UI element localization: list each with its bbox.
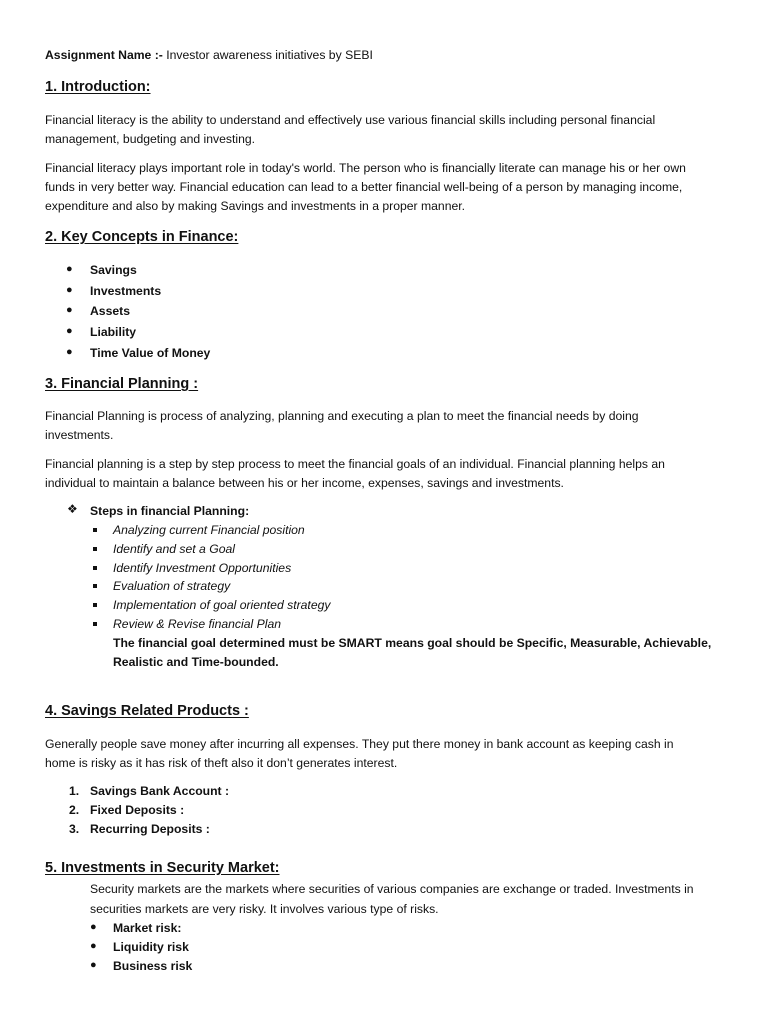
step-item: Identify Investment Opportunities	[113, 561, 292, 575]
step-item: Evaluation of strategy	[113, 579, 231, 593]
bullet-icon: ●	[66, 304, 73, 316]
list-number: 3.	[69, 822, 80, 836]
list-item: Business risk	[113, 959, 193, 973]
list-item: Recurring Deposits :	[90, 822, 210, 836]
step-item: Identify and set a Goal	[113, 542, 235, 556]
steps-heading: Steps in financial Planning:	[90, 504, 250, 518]
square-bullet-icon	[93, 622, 97, 626]
list-item: Liquidity risk	[113, 940, 189, 954]
paragraph-line: investments.	[45, 428, 114, 442]
section-heading-key-concepts: 2. Key Concepts in Finance:	[45, 229, 239, 245]
square-bullet-icon	[93, 566, 97, 570]
bullet-icon: ●	[90, 959, 97, 971]
square-bullet-icon	[93, 528, 97, 532]
bullet-icon: ●	[66, 284, 73, 296]
paragraph-line: Financial literacy plays important role in today's world. The person who is financially literate can manage his or her own	[45, 161, 686, 175]
list-item: Time Value of Money	[90, 346, 211, 360]
paragraph-line: Financial literacy is the ability to understand and effectively use various financial skills including personal financial	[45, 113, 656, 127]
assignment-label: Assignment Name :-	[45, 48, 163, 62]
bullet-icon: ●	[90, 940, 97, 952]
paragraph-line: management, budgeting and investing.	[45, 132, 256, 146]
list-item: Savings Bank Account :	[90, 784, 230, 798]
list-number: 2.	[69, 803, 80, 817]
paragraph-line: securities markets are very risky. It involves various type of risks.	[90, 902, 439, 916]
paragraph-line: home is risky as it has risk of theft also it don’t generates interest.	[45, 756, 398, 770]
section-heading-introduction: 1. Introduction:	[45, 79, 151, 95]
list-item: Investments	[90, 284, 162, 298]
paragraph-line: Financial planning is a step by step process to meet the financial goals of an individual. Financial planning helps an	[45, 457, 665, 471]
step-item: Analyzing current Financial position	[113, 523, 305, 537]
section-heading-financial-planning: 3. Financial Planning :	[45, 376, 199, 392]
smart-note-line: Realistic and Time-bounded.	[113, 655, 279, 669]
paragraph-line: funds in very better way. Financial education can lead to a better financial well-being of a person by managing income,	[45, 180, 683, 194]
square-bullet-icon	[93, 584, 97, 588]
paragraph-line: expenditure and also by making Savings and investments in a proper manner.	[45, 199, 466, 213]
list-number: 1.	[69, 784, 80, 798]
paragraph-line: Security markets are the markets where securities of various companies are exchange or traded. Investments in	[90, 882, 694, 896]
list-item: Savings	[90, 263, 137, 277]
bullet-icon: ●	[66, 263, 73, 275]
paragraph-line: Generally people save money after incurring all expenses. They put there money in bank account as keeping cash in	[45, 737, 674, 751]
step-item: Implementation of goal oriented strategy	[113, 598, 331, 612]
list-item: Fixed Deposits :	[90, 803, 185, 817]
bullet-icon: ●	[66, 325, 73, 337]
section-heading-savings-products: 4. Savings Related Products :	[45, 703, 249, 719]
section-heading-security-market: 5. Investments in Security Market:	[45, 860, 280, 876]
assignment-value: Investor awareness initiatives by SEBI	[166, 48, 373, 62]
paragraph-line: individual to maintain a balance between his or her income, expenses, savings and investments.	[45, 476, 564, 490]
step-item: Review & Revise financial Plan	[113, 617, 281, 631]
square-bullet-icon	[93, 547, 97, 551]
diamond-bullet-icon: ❖	[67, 502, 78, 516]
square-bullet-icon	[93, 603, 97, 607]
bullet-icon: ●	[66, 346, 73, 358]
smart-note-line: The financial goal determined must be SMART means goal should be Specific, Measurable, Achievable,	[113, 636, 712, 650]
paragraph-line: Financial Planning is process of analyzing, planning and executing a plan to meet the financial needs by doing	[45, 409, 639, 423]
list-item: Market risk:	[113, 921, 182, 935]
list-item: Liability	[90, 325, 137, 339]
assignment-line	[45, 46, 373, 65]
bullet-icon: ●	[90, 921, 97, 933]
list-item: Assets	[90, 304, 130, 318]
